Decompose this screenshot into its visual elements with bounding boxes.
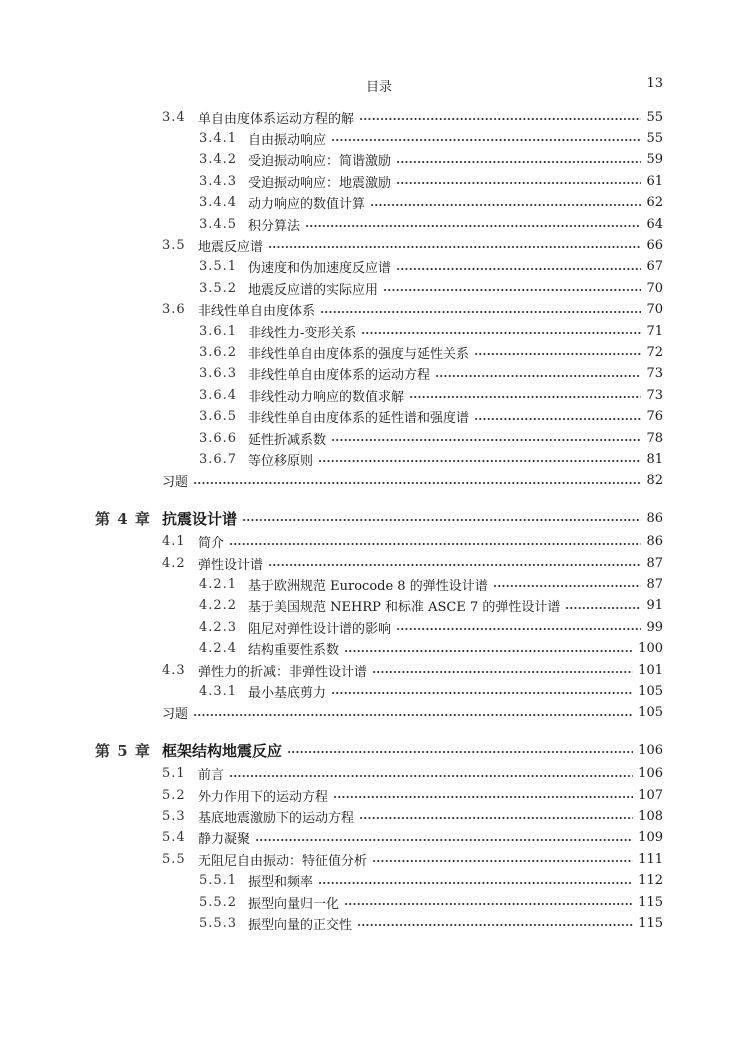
toc-entry-number: 4.1 (162, 534, 186, 550)
toc-entry-title: 积分算法 (248, 218, 301, 234)
dot-leader (305, 225, 641, 227)
dot-leader (361, 332, 641, 334)
toc-entry-title: 单自由度体系运动方程的解 (198, 111, 355, 127)
toc-entry-page: 86 (646, 534, 663, 550)
toc-entry-title: 阻尼对弹性设计谱的影响 (248, 621, 392, 637)
dot-leader (318, 882, 633, 884)
toc-entry-title: 无阻尼自由振动：特征值分析 (198, 853, 368, 869)
toc-entry[interactable] (95, 827, 663, 849)
dot-leader (287, 751, 633, 753)
toc-entry-page: 66 (646, 237, 663, 253)
toc-entry-title: 基底地震激励下的运动方程 (198, 810, 355, 826)
toc-chapter-entry[interactable] (95, 507, 663, 529)
dot-leader (229, 775, 633, 777)
toc-entry-number: 4.2.1 (199, 576, 238, 592)
toc-entry-number: 5.5.3 (199, 915, 238, 931)
toc-chapter-entry[interactable] (95, 739, 663, 761)
toc-entry-title: 简介 (198, 536, 225, 552)
toc-entry[interactable] (95, 784, 663, 806)
toc-entry-title: 动力响应的数值计算 (248, 197, 366, 213)
dot-leader (396, 161, 641, 163)
toc-entry-number: 4.2.2 (199, 598, 238, 614)
toc-entry[interactable] (95, 805, 663, 827)
dot-leader (320, 311, 641, 313)
toc-entry[interactable] (95, 170, 663, 192)
toc-entry[interactable] (95, 912, 663, 934)
toc-entry-number: 3.6.3 (199, 366, 238, 382)
toc-entry-number: 3.6.6 (199, 430, 238, 446)
toc-entry-page: 81 (646, 451, 663, 467)
dot-leader (435, 375, 641, 377)
toc-entry-page: 111 (638, 851, 663, 867)
toc-entry-page: 109 (638, 830, 663, 846)
toc-entry[interactable] (95, 448, 663, 470)
toc-entry-number: 3.4.3 (199, 173, 238, 189)
toc-entry-number: 4.3 (162, 662, 186, 678)
toc-entry-page: 99 (646, 619, 663, 635)
toc-entry-page: 64 (646, 216, 663, 232)
toc-entry-number: 5.5 (162, 851, 186, 867)
dot-leader (383, 289, 641, 291)
toc-entry-number: 3.4 (162, 109, 186, 125)
toc-entry-page: 73 (646, 387, 663, 403)
toc-entry-title: 振型和频率 (248, 875, 314, 891)
dot-leader (396, 268, 641, 270)
toc-entry[interactable] (95, 192, 663, 214)
toc-entry-number: 5.2 (162, 787, 186, 803)
toc-entry-number: 4.3.1 (199, 683, 238, 699)
toc-entry-number: 3.5 (162, 237, 186, 253)
toc-entry-page: 55 (646, 109, 663, 125)
toc-entry[interactable] (95, 870, 663, 892)
toc-entry-number: 3.4.5 (199, 216, 238, 232)
toc-entry[interactable] (95, 213, 663, 235)
dot-leader (409, 396, 641, 398)
toc-entry-title: 振型向量归一化 (248, 896, 340, 912)
toc-entry[interactable] (95, 363, 663, 385)
dot-leader (268, 564, 641, 566)
toc-entry-title: 受迫振动响应：简谐激励 (248, 154, 392, 170)
toc-entry[interactable] (95, 406, 663, 428)
toc-entry-page: 106 (638, 766, 663, 782)
toc-entry-title: 非线性力-变形关系 (248, 325, 357, 341)
toc-entry-title: 地震反应谱的实际应用 (248, 282, 379, 298)
dot-leader (318, 460, 641, 462)
dot-leader (333, 796, 633, 798)
toc-entry-title: 等位移原则 (248, 453, 314, 469)
toc-entry-title: 结构重要性系数 (248, 643, 340, 659)
toc-entry-title: 框架结构地震反应 (162, 741, 283, 760)
toc-entry[interactable] (95, 638, 663, 660)
toc-entry-title: 非线性单自由度体系的延性谱和强度谱 (248, 411, 470, 427)
dot-leader (229, 543, 641, 545)
toc-entry[interactable] (95, 299, 663, 321)
toc-entry-page: 115 (638, 915, 663, 931)
toc-entry[interactable] (95, 149, 663, 171)
toc-entry-page: 87 (646, 555, 663, 571)
dot-leader (242, 519, 641, 521)
dot-leader (474, 418, 641, 420)
toc-entry[interactable] (95, 702, 663, 724)
toc-entry[interactable] (95, 848, 663, 870)
dot-leader (255, 839, 633, 841)
toc-entry-number: 3.6.2 (199, 344, 238, 360)
toc-entry-number: 5.5.2 (199, 894, 238, 910)
toc-entry-page: 91 (646, 598, 663, 614)
toc-entry-number: 3.4.2 (199, 152, 238, 168)
toc-entry-page: 107 (638, 787, 663, 803)
toc-entry-title: 习题 (162, 707, 189, 723)
toc-entry-number: 3.4.4 (199, 195, 238, 211)
toc-entry[interactable] (95, 127, 663, 149)
toc-entry-title: 振型向量的正交性 (248, 917, 353, 933)
toc-entry[interactable] (95, 531, 663, 553)
toc-entry[interactable] (95, 595, 663, 617)
toc-entry-title: 非线性单自由度体系 (198, 304, 316, 320)
dot-leader (493, 585, 642, 587)
toc-entry-page: 55 (646, 130, 663, 146)
toc-entry-page: 105 (638, 683, 663, 699)
toc-entry-number: 5.3 (162, 808, 186, 824)
dot-leader (359, 118, 641, 120)
toc-entry-number: 3.5.1 (199, 259, 238, 275)
toc-entry[interactable] (95, 470, 663, 492)
toc-entry-number: 3.6 (162, 302, 186, 318)
toc-entry[interactable] (95, 427, 663, 449)
toc-entry[interactable] (95, 320, 663, 342)
toc-entry-number: 4.2.4 (199, 641, 238, 657)
toc-entry-number: 3.6.1 (199, 323, 238, 339)
toc-entry[interactable] (95, 106, 663, 128)
toc-entry[interactable] (95, 552, 663, 574)
dot-leader (268, 246, 641, 248)
toc-entry-page: 82 (646, 473, 663, 489)
running-title: 目录 (365, 80, 392, 95)
toc-entry-title: 外力作用下的运动方程 (198, 789, 329, 805)
dot-leader (396, 182, 641, 184)
toc-entry-title: 延性折减系数 (248, 432, 327, 448)
toc-entry-page: 73 (646, 366, 663, 382)
toc-entry[interactable] (95, 763, 663, 785)
dot-leader (396, 628, 641, 630)
toc-entry-title: 非线性单自由度体系的强度与延性关系 (248, 346, 470, 362)
toc-entry-title: 伪速度和伪加速度反应谱 (248, 261, 392, 277)
toc-entry[interactable] (95, 277, 663, 299)
toc-entry-page: 59 (646, 152, 663, 168)
toc-entry-page: 101 (638, 662, 663, 678)
toc-entry-page: 108 (638, 808, 663, 824)
toc-entry[interactable] (95, 384, 663, 406)
page-number: 13 (646, 76, 663, 91)
dot-leader (193, 482, 641, 484)
toc-entry-title: 受迫振动响应：地震激励 (248, 175, 392, 191)
toc-entry-title: 基于欧洲规范 Eurocode 8 的弹性设计谱 (248, 578, 488, 594)
toc-entry-title: 非线性单自由度体系的运动方程 (248, 368, 431, 384)
toc-entry-number: 5.4 (162, 830, 186, 846)
toc-entry-title: 前言 (198, 768, 225, 784)
dot-leader (372, 671, 633, 673)
toc-entry-page: 106 (638, 742, 663, 758)
toc-entry[interactable] (95, 341, 663, 363)
toc-entry-page: 86 (646, 510, 663, 526)
toc-entry-page: 112 (638, 873, 663, 889)
toc-entry-number: 3.5.2 (199, 280, 238, 296)
toc-entry-title: 弹性设计谱 (198, 557, 264, 573)
toc-entry-page: 67 (646, 259, 663, 275)
toc-entry-number: 5.5.1 (199, 873, 238, 889)
toc-entry-number: 3.6.5 (199, 409, 238, 425)
dot-leader (344, 903, 633, 905)
toc-entry-page: 61 (646, 173, 663, 189)
toc-entry-number: 3.6.7 (199, 451, 238, 467)
toc-entry-title: 最小基底剪力 (248, 685, 327, 701)
toc-entry-number: 第 5 章 (95, 741, 151, 760)
toc-entry-title: 自由振动响应 (248, 132, 327, 148)
toc-entry[interactable] (95, 616, 663, 638)
toc-entry-number: 4.2.3 (199, 619, 238, 635)
dot-leader (474, 353, 641, 355)
toc-entry-number: 5.1 (162, 766, 186, 782)
toc-entry-title: 弹性力的折减：非弹性设计谱 (198, 664, 368, 680)
toc-entry-page: 72 (646, 344, 663, 360)
toc-entry[interactable] (95, 680, 663, 702)
toc-entry[interactable] (95, 891, 663, 913)
toc-entry-title: 基于美国规范 NEHRP 和标准 ASCE 7 的弹性设计谱 (248, 600, 561, 616)
toc-entry-page: 78 (646, 430, 663, 446)
toc-entry-title: 抗震设计谱 (162, 509, 238, 528)
toc-entry[interactable] (95, 256, 663, 278)
toc-entry[interactable] (95, 573, 663, 595)
dot-leader (565, 607, 641, 609)
toc-entry[interactable] (95, 234, 663, 256)
toc-entry-number: 4.2 (162, 555, 186, 571)
dot-leader (344, 650, 633, 652)
toc-entry-page: 76 (646, 409, 663, 425)
toc-entry-title: 地震反应谱 (198, 239, 264, 255)
toc-entry-page: 62 (646, 195, 663, 211)
dot-leader (357, 924, 633, 926)
toc-entry-page: 105 (638, 705, 663, 721)
toc-entry-page: 115 (638, 894, 663, 910)
toc-entry-number: 第 4 章 (95, 509, 151, 528)
toc-entry-title: 静力凝聚 (198, 832, 251, 848)
toc-entry-page: 70 (646, 280, 663, 296)
toc-entry[interactable] (95, 659, 663, 681)
page-header (95, 76, 663, 94)
toc-entry-page: 100 (638, 641, 663, 657)
toc-entry-number: 3.6.4 (199, 387, 238, 403)
dot-leader (331, 139, 641, 141)
toc-entry-page: 87 (646, 576, 663, 592)
toc-entry-title: 习题 (162, 475, 189, 491)
toc-entry-number: 3.4.1 (199, 130, 238, 146)
toc-entry-page: 71 (646, 323, 663, 339)
toc-entry-page: 70 (646, 302, 663, 318)
dot-leader (331, 439, 641, 441)
dot-leader (331, 692, 633, 694)
dot-leader (193, 714, 633, 716)
toc-entry-title: 非线性动力响应的数值求解 (248, 389, 405, 405)
dot-leader (370, 204, 641, 206)
dot-leader (372, 860, 633, 862)
dot-leader (359, 817, 633, 819)
